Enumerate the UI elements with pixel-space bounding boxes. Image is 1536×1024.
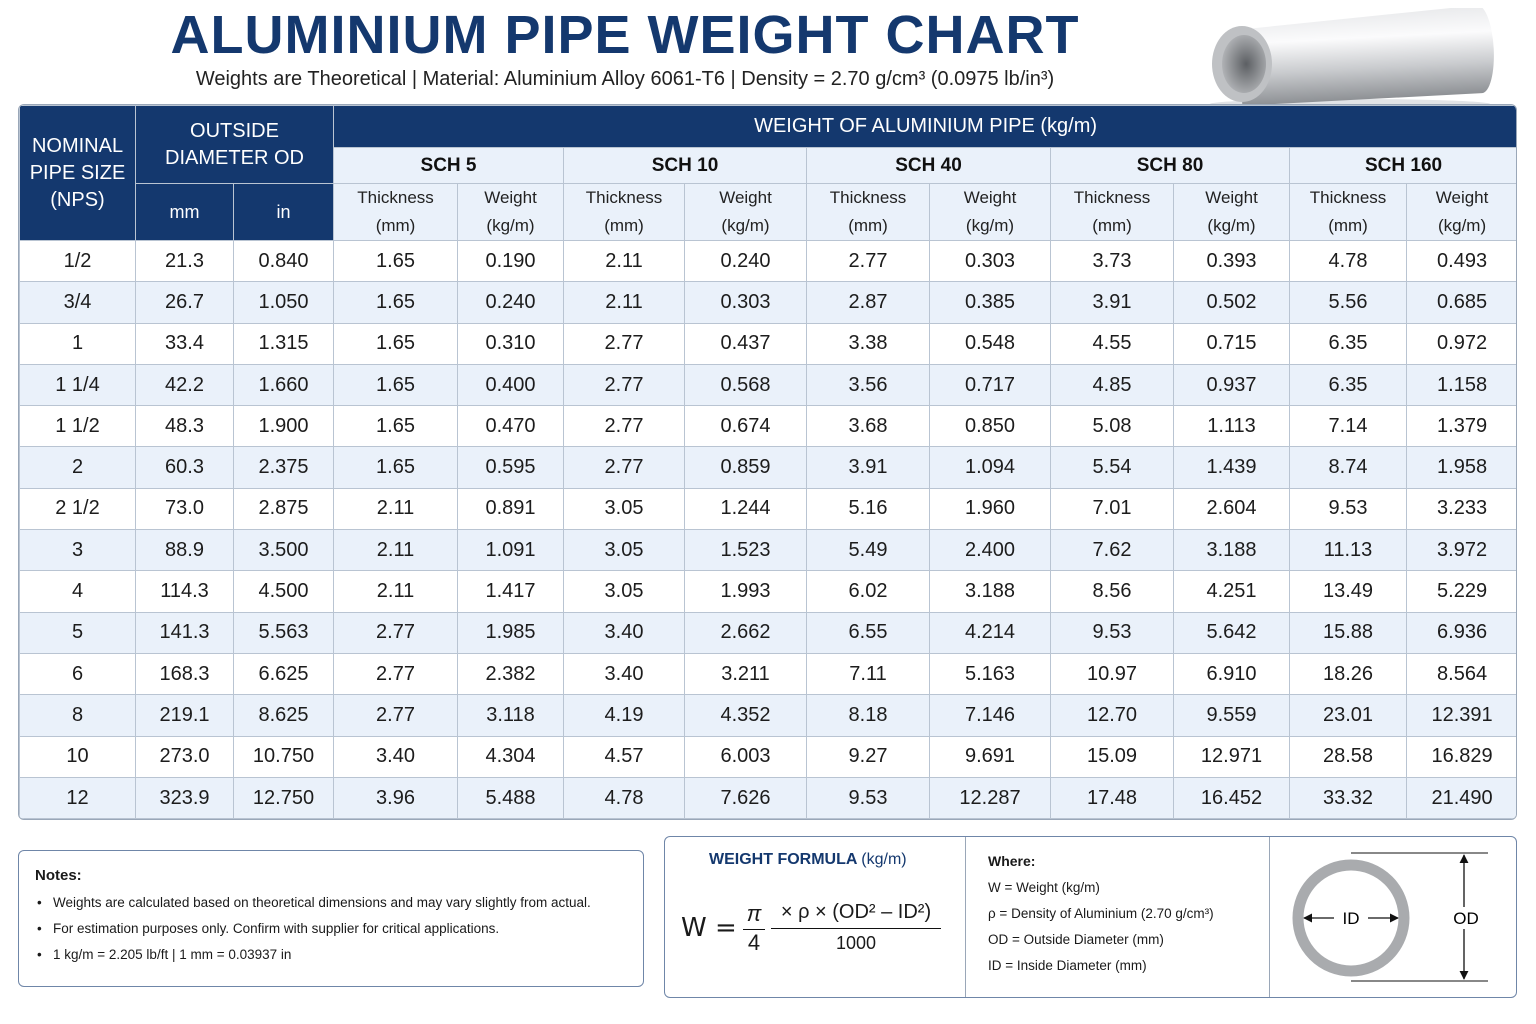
table-cell: 2.400 <box>930 530 1051 571</box>
nps-cell: 12 <box>20 777 136 818</box>
table-row <box>20 323 1518 364</box>
table-cell: 11.13 <box>1290 530 1407 571</box>
table-cell: 5.49 <box>807 530 930 571</box>
table-cell: 10.97 <box>1051 653 1174 694</box>
table-cell: 0.717 <box>930 364 1051 405</box>
table-row <box>20 488 1518 529</box>
table-cell: 21.490 <box>1407 777 1517 818</box>
table-row <box>20 571 1518 612</box>
table-cell: 4.214 <box>930 612 1051 653</box>
table-cell: 0.502 <box>1174 282 1290 323</box>
table-cell: 33.4 <box>136 323 234 364</box>
nps-cell: 2 <box>20 447 136 488</box>
table-cell: 26.7 <box>136 282 234 323</box>
where-line: ρ = Density of Aluminium (2.70 g/cm³) <box>988 906 1214 921</box>
table-cell: 4.304 <box>458 736 564 777</box>
table-cell: 7.01 <box>1051 488 1174 529</box>
table-cell: 6.003 <box>685 736 807 777</box>
table-cell: 0.393 <box>1174 241 1290 282</box>
header-thickness: Thickness (mm) <box>1290 184 1407 241</box>
formula-title: WEIGHT FORMULA (kg/m) <box>709 851 907 868</box>
table-cell: 9.691 <box>930 736 1051 777</box>
table-cell: 1.660 <box>234 364 334 405</box>
table-cell: 3.96 <box>334 777 458 818</box>
nps-cell: 4 <box>20 571 136 612</box>
table-cell: 2.77 <box>334 695 458 736</box>
header-od-in: in <box>234 184 334 241</box>
table-cell: 2.375 <box>234 447 334 488</box>
where-line: ID = Inside Diameter (mm) <box>988 958 1147 973</box>
table-row <box>20 530 1518 571</box>
table-cell: 33.32 <box>1290 777 1407 818</box>
table-cell: 12.391 <box>1407 695 1517 736</box>
table-cell: 6.02 <box>807 571 930 612</box>
formula-where-section <box>966 837 1270 997</box>
table-cell: 12.70 <box>1051 695 1174 736</box>
table-cell: 0.674 <box>685 406 807 447</box>
table-cell: 1.985 <box>458 612 564 653</box>
formula-section <box>665 837 966 997</box>
table-cell: 13.49 <box>1290 571 1407 612</box>
header-weight: Weight (kg/m) <box>458 184 564 241</box>
header-od: OUTSIDE DIAMETER OD <box>136 106 334 184</box>
table-cell: 0.470 <box>458 406 564 447</box>
table-row <box>20 736 1518 777</box>
table-cell: 3.56 <box>807 364 930 405</box>
table-cell: 4.352 <box>685 695 807 736</box>
table-cell: 3.91 <box>807 447 930 488</box>
formula-pi-fraction: $\frac{\pi}{4}$ <box>743 901 765 956</box>
table-cell: 2.77 <box>807 241 930 282</box>
table-cell: 2.11 <box>564 241 685 282</box>
table-cell: 3.40 <box>564 653 685 694</box>
pipe-cross-section-diagram <box>1270 837 1516 997</box>
header-schedule: SCH 5 <box>334 148 564 184</box>
formula-main-fraction: $\frac{\text{× ρ × (OD² – ID²)}}{1000}$ <box>771 901 941 954</box>
table-cell: 219.1 <box>136 695 234 736</box>
table-cell: 1.523 <box>685 530 807 571</box>
table-cell: 4.57 <box>564 736 685 777</box>
table-cell: 2.77 <box>564 406 685 447</box>
table-cell: 0.548 <box>930 323 1051 364</box>
table-cell: 5.16 <box>807 488 930 529</box>
table-cell: 3.05 <box>564 530 685 571</box>
header-weight: Weight (kg/m) <box>685 184 807 241</box>
table-cell: 2.77 <box>334 612 458 653</box>
nps-cell: 5 <box>20 612 136 653</box>
table-cell: 0.385 <box>930 282 1051 323</box>
table-cell: 1.65 <box>334 406 458 447</box>
table-cell: 73.0 <box>136 488 234 529</box>
note-item: • Weights are calculated based on theoretical dimensions and may vary slightly from actual. <box>35 890 627 916</box>
table-cell: 15.09 <box>1051 736 1174 777</box>
table-cell: 1.417 <box>458 571 564 612</box>
table-cell: 5.563 <box>234 612 334 653</box>
table-cell: 0.937 <box>1174 364 1290 405</box>
table-cell: 8.564 <box>1407 653 1517 694</box>
table-cell: 7.11 <box>807 653 930 694</box>
table-cell: 2.11 <box>564 282 685 323</box>
page-subtitle: Weights are Theoretical | Material: Aluminium Alloy 6061-T6 | Density = 2.70 g/cm³ (0.0975 lb/in³) <box>195 68 1055 90</box>
table-cell: 0.493 <box>1407 241 1517 282</box>
table-row <box>20 447 1518 488</box>
table-cell: 1.65 <box>334 241 458 282</box>
od-label: OD <box>1453 909 1479 928</box>
table-cell: 16.829 <box>1407 736 1517 777</box>
header-schedule: SCH 80 <box>1051 148 1290 184</box>
header-weight: Weight (kg/m) <box>930 184 1051 241</box>
table-cell: 1.958 <box>1407 447 1517 488</box>
table-cell: 3.40 <box>564 612 685 653</box>
nps-cell: 2 1/2 <box>20 488 136 529</box>
table-cell: 0.240 <box>458 282 564 323</box>
table-cell: 1.244 <box>685 488 807 529</box>
table-cell: 2.77 <box>564 447 685 488</box>
table-cell: 3.233 <box>1407 488 1517 529</box>
table-cell: 6.35 <box>1290 364 1407 405</box>
nps-cell: 6 <box>20 653 136 694</box>
nps-cell: 10 <box>20 736 136 777</box>
table-cell: 3.188 <box>1174 530 1290 571</box>
table-cell: 168.3 <box>136 653 234 694</box>
nps-cell: 1 1/4 <box>20 364 136 405</box>
table-cell: 1.379 <box>1407 406 1517 447</box>
notes-list <box>35 890 627 968</box>
table-cell: 6.55 <box>807 612 930 653</box>
table-cell: 5.642 <box>1174 612 1290 653</box>
header-nps: NOMINAL PIPE SIZE (NPS) <box>20 106 136 241</box>
table-cell: 60.3 <box>136 447 234 488</box>
table-cell: 3.972 <box>1407 530 1517 571</box>
header-thickness: Thickness (mm) <box>334 184 458 241</box>
nps-cell: 8 <box>20 695 136 736</box>
table-row <box>20 406 1518 447</box>
aluminium-pipe-image <box>1200 8 1500 108</box>
notes-box <box>18 850 644 987</box>
table-cell: 273.0 <box>136 736 234 777</box>
table-cell: 5.54 <box>1051 447 1174 488</box>
pipe-diagram-svg <box>1270 837 1516 997</box>
table-cell: 3.73 <box>1051 241 1174 282</box>
table-cell: 10.750 <box>234 736 334 777</box>
table-cell: 1.65 <box>334 447 458 488</box>
table-cell: 6.910 <box>1174 653 1290 694</box>
table-cell: 3.68 <box>807 406 930 447</box>
table-cell: 8.56 <box>1051 571 1174 612</box>
header-thickness: Thickness (mm) <box>564 184 685 241</box>
table-cell: 3.500 <box>234 530 334 571</box>
table-cell: 4.500 <box>234 571 334 612</box>
header-thickness: Thickness (mm) <box>1051 184 1174 241</box>
where-line: W = Weight (kg/m) <box>988 880 1100 895</box>
table-cell: 1.050 <box>234 282 334 323</box>
header-schedule: SCH 160 <box>1290 148 1517 184</box>
table-cell: 7.14 <box>1290 406 1407 447</box>
table-cell: 4.251 <box>1174 571 1290 612</box>
table-cell: 2.77 <box>334 653 458 694</box>
table-row <box>20 653 1518 694</box>
table-cell: 3.188 <box>930 571 1051 612</box>
notes-title: Notes: <box>35 867 82 884</box>
table-cell: 323.9 <box>136 777 234 818</box>
table-cell: 2.662 <box>685 612 807 653</box>
table-cell: 8.74 <box>1290 447 1407 488</box>
table-cell: 0.190 <box>458 241 564 282</box>
header-od-mm: mm <box>136 184 234 241</box>
table-cell: 1.158 <box>1407 364 1517 405</box>
table-cell: 0.437 <box>685 323 807 364</box>
table-cell: 2.11 <box>334 530 458 571</box>
table-cell: 0.303 <box>930 241 1051 282</box>
table-cell: 2.87 <box>807 282 930 323</box>
table-cell: 21.3 <box>136 241 234 282</box>
table-cell: 0.850 <box>930 406 1051 447</box>
table-cell: 88.9 <box>136 530 234 571</box>
table-cell: 4.55 <box>1051 323 1174 364</box>
table-row <box>20 282 1518 323</box>
table-cell: 5.488 <box>458 777 564 818</box>
header-weight-group: WEIGHT OF ALUMINIUM PIPE (kg/m) <box>334 106 1517 148</box>
table-cell: 9.53 <box>1290 488 1407 529</box>
nps-cell: 1 1/2 <box>20 406 136 447</box>
nps-cell: 3/4 <box>20 282 136 323</box>
header-schedule: SCH 10 <box>564 148 807 184</box>
table-cell: 0.891 <box>458 488 564 529</box>
table-cell: 15.88 <box>1290 612 1407 653</box>
table-cell: 9.559 <box>1174 695 1290 736</box>
table-cell: 4.85 <box>1051 364 1174 405</box>
nps-cell: 1 <box>20 323 136 364</box>
table-cell: 3.118 <box>458 695 564 736</box>
table-cell: 5.56 <box>1290 282 1407 323</box>
header-thickness: Thickness (mm) <box>807 184 930 241</box>
nps-cell: 1/2 <box>20 241 136 282</box>
table-cell: 0.595 <box>458 447 564 488</box>
header-schedule: SCH 40 <box>807 148 1051 184</box>
table-cell: 4.78 <box>564 777 685 818</box>
table-cell: 3.40 <box>334 736 458 777</box>
table-cell: 2.382 <box>458 653 564 694</box>
table-cell: 1.65 <box>334 282 458 323</box>
table-cell: 16.452 <box>1174 777 1290 818</box>
nps-cell: 3 <box>20 530 136 571</box>
table-cell: 8.18 <box>807 695 930 736</box>
table-cell: 5.163 <box>930 653 1051 694</box>
table-cell: 28.58 <box>1290 736 1407 777</box>
table-cell: 1.993 <box>685 571 807 612</box>
table-cell: 1.315 <box>234 323 334 364</box>
table-cell: 1.439 <box>1174 447 1290 488</box>
table-cell: 3.38 <box>807 323 930 364</box>
table-cell: 12.750 <box>234 777 334 818</box>
table-cell: 141.3 <box>136 612 234 653</box>
table-cell: 4.78 <box>1290 241 1407 282</box>
table-cell: 7.146 <box>930 695 1051 736</box>
table-cell: 18.26 <box>1290 653 1407 694</box>
table-cell: 1.113 <box>1174 406 1290 447</box>
table-cell: 0.303 <box>685 282 807 323</box>
table-cell: 6.936 <box>1407 612 1517 653</box>
table-cell: 2.875 <box>234 488 334 529</box>
table-cell: 2.604 <box>1174 488 1290 529</box>
table-cell: 7.626 <box>685 777 807 818</box>
note-item: • For estimation purposes only. Confirm with supplier for critical applications. <box>35 916 627 942</box>
table-cell: 9.53 <box>807 777 930 818</box>
table-cell: 0.685 <box>1407 282 1517 323</box>
header-weight: Weight (kg/m) <box>1174 184 1290 241</box>
table-cell: 3.05 <box>564 488 685 529</box>
table-cell: 3.91 <box>1051 282 1174 323</box>
table-cell: 12.287 <box>930 777 1051 818</box>
table-cell: 1.900 <box>234 406 334 447</box>
table-cell: 1.091 <box>458 530 564 571</box>
table-cell: 1.960 <box>930 488 1051 529</box>
table-cell: 7.62 <box>1051 530 1174 571</box>
table-cell: 0.715 <box>1174 323 1290 364</box>
where-line: OD = Outside Diameter (mm) <box>988 932 1164 947</box>
table-cell: 2.77 <box>564 364 685 405</box>
table-cell: 42.2 <box>136 364 234 405</box>
table-cell: 2.11 <box>334 488 458 529</box>
table-cell: 5.08 <box>1051 406 1174 447</box>
table-row <box>20 777 1518 818</box>
table-cell: 6.35 <box>1290 323 1407 364</box>
table-cell: 48.3 <box>136 406 234 447</box>
where-title: Where: <box>988 853 1036 869</box>
table-cell: 0.568 <box>685 364 807 405</box>
table-cell: 0.400 <box>458 364 564 405</box>
table-cell: 0.240 <box>685 241 807 282</box>
formula-lhs: W = <box>681 913 737 943</box>
table-cell: 23.01 <box>1290 695 1407 736</box>
header-weight: Weight (kg/m) <box>1407 184 1517 241</box>
table-cell: 1.65 <box>334 323 458 364</box>
table-cell: 8.625 <box>234 695 334 736</box>
table-cell: 17.48 <box>1051 777 1174 818</box>
table-cell: 3.211 <box>685 653 807 694</box>
page-title: ALUMINIUM PIPE WEIGHT CHART <box>170 5 1080 65</box>
table-row <box>20 695 1518 736</box>
table-row <box>20 364 1518 405</box>
pipe-weight-table <box>18 104 1517 820</box>
table-cell: 5.229 <box>1407 571 1517 612</box>
table-cell: 1.65 <box>334 364 458 405</box>
table-row <box>20 612 1518 653</box>
table-cell: 12.971 <box>1174 736 1290 777</box>
table-cell: 2.77 <box>564 323 685 364</box>
table-cell: 9.53 <box>1051 612 1174 653</box>
table-cell: 0.310 <box>458 323 564 364</box>
table-cell: 114.3 <box>136 571 234 612</box>
table-cell: 1.094 <box>930 447 1051 488</box>
table-cell: 2.11 <box>334 571 458 612</box>
formula-box <box>664 836 1517 998</box>
table-cell: 6.625 <box>234 653 334 694</box>
table-cell: 0.859 <box>685 447 807 488</box>
note-item: • 1 kg/m = 2.205 lb/ft | 1 mm = 0.03937 in <box>35 942 627 968</box>
table-row <box>20 241 1518 282</box>
table-cell: 9.27 <box>807 736 930 777</box>
table-cell: 3.05 <box>564 571 685 612</box>
id-label: ID <box>1342 909 1360 928</box>
table-cell: 0.840 <box>234 241 334 282</box>
table-cell: 0.972 <box>1407 323 1517 364</box>
table-cell: 4.19 <box>564 695 685 736</box>
